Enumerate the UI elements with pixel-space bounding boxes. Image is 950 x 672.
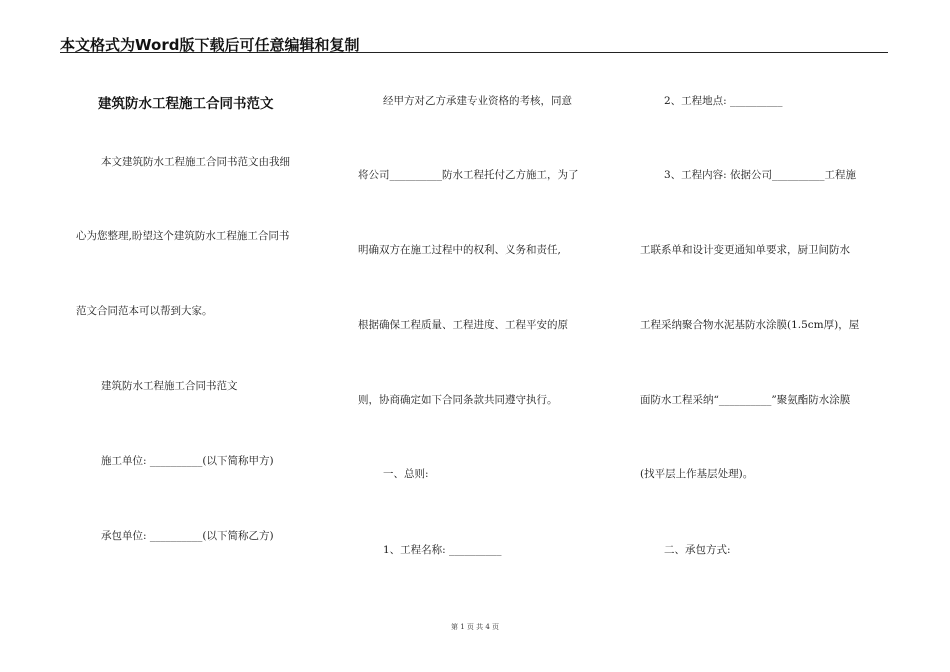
header-banner: 本文格式为Word版下载后可任意编辑和复制: [60, 36, 360, 54]
col1-line: 承包单位: __________(以下简称乙方): [101, 530, 274, 542]
col2-line: 则，协商确定如下合同条款共同遵守执行。: [358, 394, 558, 406]
col3-line: 3、工程内容: 依据公司__________工程施: [664, 169, 857, 181]
col3-line: 2、工程地点: __________: [664, 95, 783, 107]
col3-section-heading: 二、承包方式:: [664, 544, 731, 556]
col3-line: 工程采纳聚合物水泥基防水涂膜(1.5cm厚)，屋: [640, 319, 860, 331]
header-divider: [60, 52, 888, 53]
col1-line: 本文建筑防水工程施工合同书范文由我细: [101, 156, 290, 168]
col1-line: 建筑防水工程施工合同书范文: [101, 380, 238, 392]
col2-line: 经甲方对乙方承建专业资格的考核，同意: [383, 95, 572, 107]
col3-line: 工联系单和设计变更通知单要求，厨卫间防水: [640, 244, 850, 256]
page-number: 第 1 页 共 4 页: [450, 623, 500, 631]
col3-line: (找平层上作基层处理)。: [640, 468, 754, 480]
col2-line: 明确双方在施工过程中的权利、义务和责任,: [358, 244, 561, 256]
col2-line: 根据确保工程质量、工程进度、工程平安的原: [358, 319, 568, 331]
col2-section-heading: 一、总则:: [383, 468, 429, 480]
col1-line: 心为您整理,盼望这个建筑防水工程施工合同书: [76, 230, 290, 242]
col1-line: 范文合同范本可以帮到大家。: [76, 305, 213, 317]
col1-line: 施工单位: __________(以下简称甲方): [101, 455, 274, 467]
document-title: 建筑防水工程施工合同书范文: [98, 96, 274, 112]
col2-line: 1、工程名称: __________: [383, 544, 502, 556]
col3-line: 面防水工程采纳“__________”聚氨酯防水涂膜: [640, 394, 851, 406]
col2-line: 将公司__________防水工程托付乙方施工，为了: [358, 169, 579, 181]
